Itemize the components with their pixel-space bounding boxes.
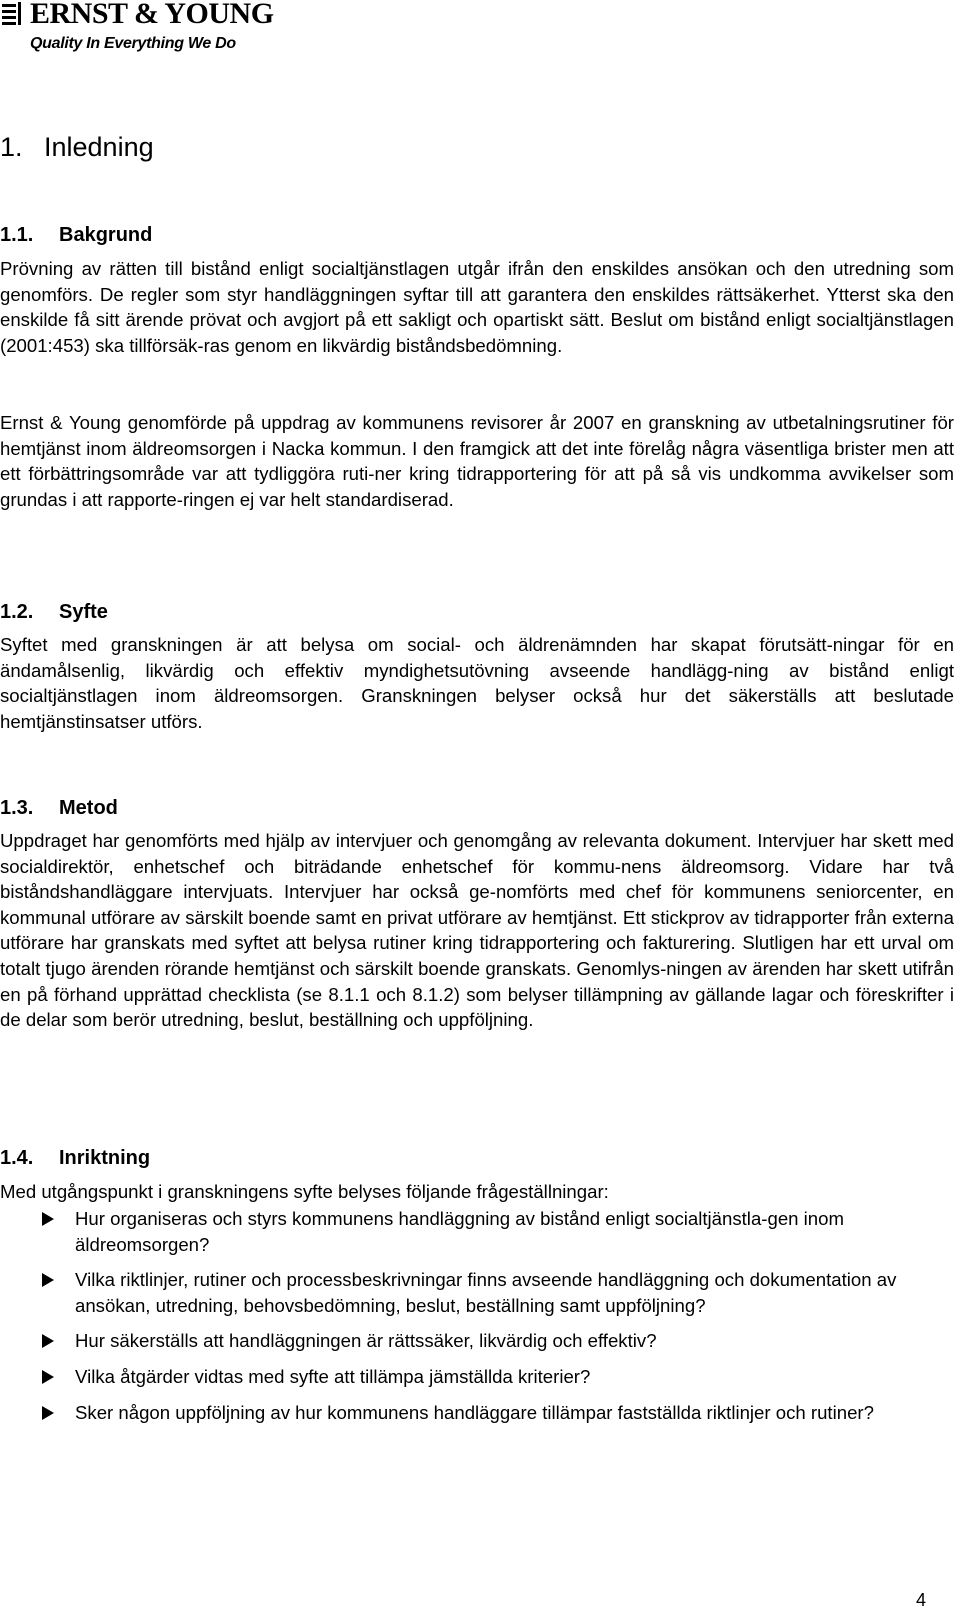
section-title: Inriktning bbox=[59, 1147, 151, 1169]
list-item bbox=[0, 1206, 940, 1257]
chapter-title: Inledning bbox=[44, 132, 154, 162]
list-item-text: Vilka riktlinjer, rutiner och processbeskrivningar finns avseende handläggning och dokumentation av ansökan, utredning, behovsbedömning, beslut, beställning samt uppföljning? bbox=[75, 1269, 897, 1316]
page-number: 4 bbox=[915, 1590, 926, 1610]
section-title: Metod bbox=[59, 797, 118, 819]
section-number: 1.2. bbox=[0, 601, 34, 623]
paragraph-syfte: Syftet med granskningen är att belysa om social- och äldrenämnden har skapat förutsätt-ningar för en ändamålsenlig, likvärdig och effektiv myndighetsutövning avseende handlägg-ning av bistånd enligt socialtjänstlagen inom äldreomsorgen. Granskningen belyser också hur det säkerställs att beslutade hemtjänstinsatser utförs. bbox=[0, 634, 954, 732]
question-list bbox=[0, 1206, 940, 1435]
list-item bbox=[0, 1267, 940, 1318]
section-number: 1.4. bbox=[0, 1147, 34, 1169]
chapter-heading bbox=[0, 131, 154, 163]
section-heading-syfte bbox=[0, 599, 108, 625]
arrow-bullet-icon bbox=[42, 1212, 54, 1226]
paragraph-metod: Uppdraget har genomförts med hjälp av intervjuer och genomgång av relevanta dokument. Intervjuer har skett med socialdirektör, enhetschef och biträdande enhetschef för kommu-nens äldreomsorg. Vidare har två biståndshandläggare intervjuats. Intervjuer har också ge-nomförts med chef för kommunens seniorcenter, en kommunal utförare av särskilt boende samt en privat utförare av hemtjänst. Ett stickprov av tidrapporter från externa utförare har granskats med syftet att belysa rutiner kring tidrapportering och fakturering. Slutligen har ett urval om totalt tjugo ärenden rörande hemtjänst och särskilt boende granskats. Genomlys-ningen av ärenden har skett utifrån en på förhand upprättad checklista (se 8.1.1 och 8.1.2) som belyser tillämpning av gällande lagar och föreskrifter i de delar som berör utredning, beslut, beställning och uppföljning. bbox=[0, 830, 954, 1031]
paragraph-inriktning: Med utgångspunkt i granskningens syfte belyses följande frågeställningar: bbox=[0, 1181, 609, 1202]
paragraph-bakgrund-2: Ernst & Young genomförde på uppdrag av kommunens revisorer år 2007 en granskning av utbetalningsrutiner för hemtjänst inom äldreomsorgen i Nacka kommun. I den framgick att det inte förelåg några väsentliga brister men att ett förbättringsområde var att tydliggöra ruti-ner kring tidrapportering för att på så vis undkomma avvikelser som grundas i att rapporte-ringen ej var helt standardiserad. bbox=[0, 412, 954, 510]
section-heading-metod bbox=[0, 795, 118, 821]
list-item-text: Vilka åtgärder vidtas med syfte att tillämpa jämställda kriterier? bbox=[75, 1365, 591, 1387]
section-heading-inriktning bbox=[0, 1145, 150, 1171]
logo-tagline: Quality In Everything We Do bbox=[30, 35, 236, 52]
list-item-text: Sker någon uppföljning av hur kommunens handläggare tillämpar fastställda riktlinjer och rutiner? bbox=[75, 1401, 874, 1423]
list-item-text: Hur säkerställs att handläggningen är rättssäker, likvärdig och effektiv? bbox=[75, 1330, 657, 1352]
arrow-bullet-icon bbox=[42, 1370, 54, 1384]
section-number: 1.1. bbox=[0, 224, 34, 246]
arrow-bullet-icon bbox=[42, 1334, 54, 1348]
arrow-bullet-icon bbox=[42, 1273, 54, 1287]
arrow-bullet-icon bbox=[42, 1406, 54, 1420]
list-item bbox=[0, 1328, 940, 1354]
list-item-text: Hur organiseras och styrs kommunens handläggning av bistånd enligt socialtjänstla-gen inom äldreomsorgen? bbox=[75, 1208, 844, 1255]
paragraph-bakgrund-1: Prövning av rätten till bistånd enligt socialtjänstlagen utgår ifrån den enskildes ansökan och den utredning som genomförs. De regler som styr handläggningen syftar till att garantera den enskildes rättsäkerhet. Ytterst ska den enskilde få sitt ärende prövat och avgjort på ett sakligt och opartiskt sätt. Beslut om bistånd enligt socialtjänstlagen (2001:453) ska tillförsäk-ras genom en likvärdig biståndsbedömning. bbox=[0, 258, 954, 356]
list-item bbox=[0, 1364, 940, 1390]
section-title: Bakgrund bbox=[59, 224, 153, 246]
list-item bbox=[0, 1400, 940, 1426]
section-title: Syfte bbox=[59, 601, 108, 623]
ey-logo-mark-icon bbox=[2, 2, 24, 26]
ernst-young-logo bbox=[2, 0, 274, 60]
section-heading-bakgrund bbox=[0, 222, 152, 248]
chapter-number: 1. bbox=[0, 132, 23, 162]
section-number: 1.3. bbox=[0, 797, 34, 819]
logo-name: ERNST & YOUNG bbox=[30, 0, 274, 30]
